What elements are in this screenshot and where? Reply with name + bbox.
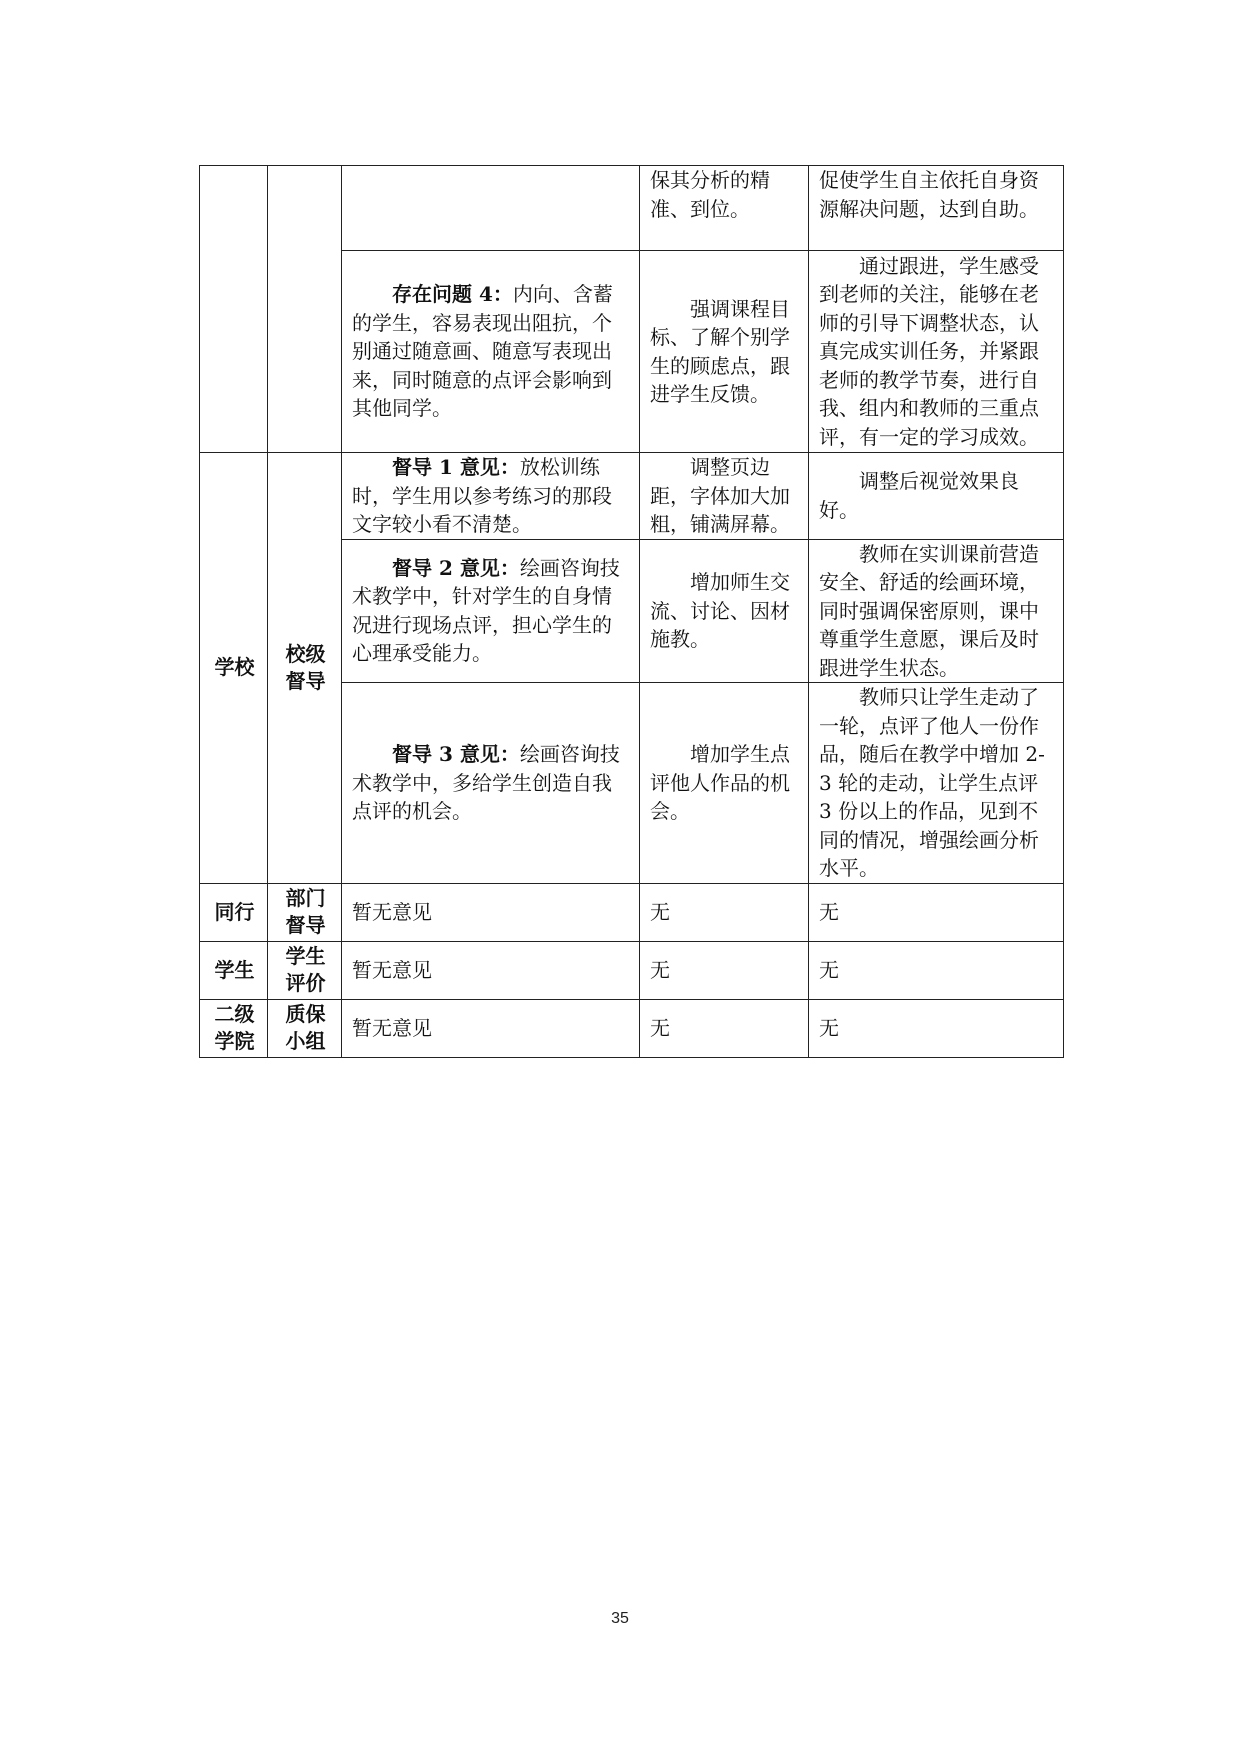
measure-cell: 无: [640, 999, 809, 1057]
issue-text: 放松训练时，学生用以参考练习的那段文字较小看不清楚。: [352, 455, 612, 536]
issue-cell: 暂无意见: [342, 999, 640, 1057]
measure-cell: 无: [640, 883, 809, 941]
issue-text: 绘画咨询技术教学中，多给学生创造自我点评的机会。: [352, 742, 620, 823]
measure-cell: 保其分析的精准、到位。: [640, 166, 809, 251]
issue-cell: [342, 539, 640, 683]
source-cell: 学生: [200, 941, 268, 999]
effect-cell: 无: [809, 941, 1064, 999]
issue-cell: 暂无意见: [342, 883, 640, 941]
effect-cell: 通过跟进，学生感受到老师的关注，能够在老师的引导下调整状态，认真完成实训任务，并紧跟老师的教学节奏，进行自我、组内和教师的三重点评，有一定的学习成效。: [809, 251, 1064, 453]
issue-cell: [342, 453, 640, 540]
type-cell: 部门督导: [268, 883, 342, 941]
feedback-table: [199, 165, 1064, 1058]
effect-cell: 无: [809, 999, 1064, 1057]
issue-lead: 督导 2 意见：: [392, 555, 520, 580]
table-row: [200, 883, 1064, 941]
source-cell: 同行: [200, 883, 268, 941]
source-cell: 二级学院: [200, 999, 268, 1057]
issue-lead: 督导 1 意见：: [392, 455, 520, 479]
effect-cell: 教师在实训课前营造安全、舒适的绘画环境，同时强调保密原则，课中尊重学生意愿，课后及时跟进学生状态。: [809, 539, 1064, 683]
table-row: [200, 941, 1064, 999]
effect-cell: 调整后视觉效果良好。: [809, 453, 1064, 540]
issue-lead: 存在问题 4：: [392, 282, 513, 307]
table-row: [200, 999, 1064, 1057]
effect-cell: 无: [809, 883, 1064, 941]
source-cell-empty: [200, 166, 268, 453]
effect-cell: 教师只让学生走动了一轮，点评了他人一份作品，随后在教学中增加 2-3 轮的走动，让学生点评 3 份以上的作品，见到不同的情况，增强绘画分析水平。: [809, 683, 1064, 884]
type-cell: 学生评价: [268, 941, 342, 999]
issue-cell: [342, 683, 640, 884]
effect-cell: 促使学生自主依托自身资源解决问题，达到自助。: [809, 166, 1064, 251]
measure-cell: 强调课程目标、了解个别学生的顾虑点，跟进学生反馈。: [640, 251, 809, 453]
issue-text: 内向、含蓄的学生，容易表现出阻抗，个别通过随意画、随意写表现出来，同时随意的点评会影响到其他同学。: [352, 282, 613, 421]
measure-cell: 增加学生点评他人作品的机会。: [640, 683, 809, 884]
issue-lead: 督导 3 意见：: [392, 742, 520, 766]
issue-cell: 暂无意见: [342, 941, 640, 999]
type-cell-empty: [268, 166, 342, 453]
type-cell: 质保小组: [268, 999, 342, 1057]
page-number: 35: [611, 1610, 629, 1627]
type-cell: 校级督导: [268, 453, 342, 884]
issue-cell: [342, 166, 640, 251]
table-row: [200, 166, 1064, 251]
measure-cell: 无: [640, 941, 809, 999]
table-row: [200, 453, 1064, 540]
measure-cell: 增加师生交流、讨论、因材施教。: [640, 539, 809, 683]
source-cell: 学校: [200, 453, 268, 884]
issue-cell: [342, 251, 640, 453]
issue-text: 绘画咨询技术教学中，针对学生的自身情况进行现场点评，担心学生的心理承受能力。: [352, 555, 620, 666]
measure-cell: 调整页边距，字体加大加粗，铺满屏幕。: [640, 453, 809, 540]
